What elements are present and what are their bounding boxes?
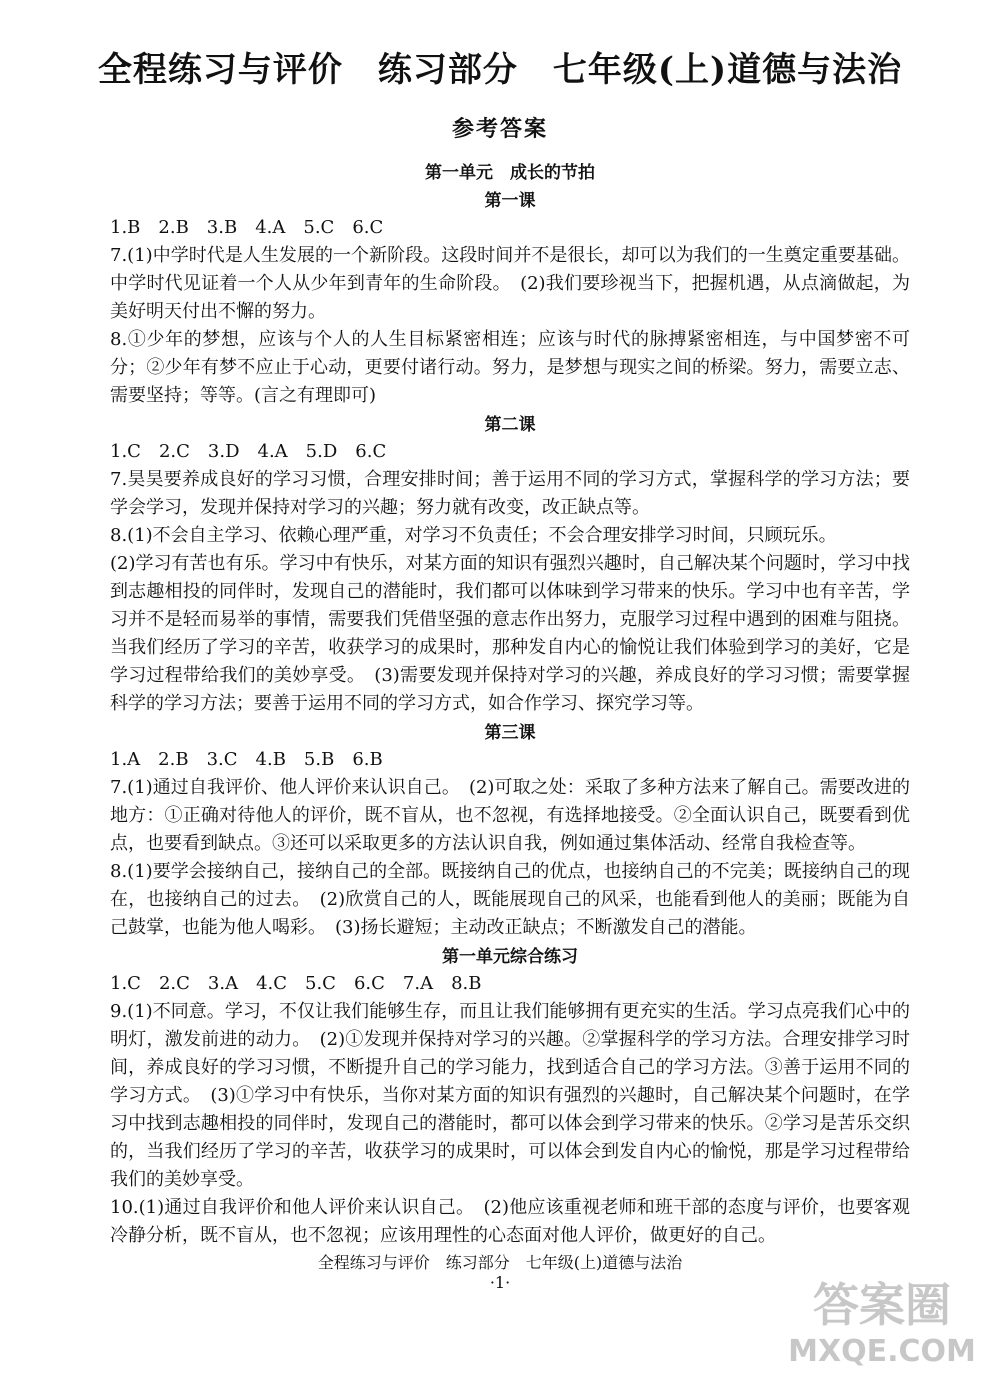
lesson-3-choices: 1.A 2.B 3.C 4.B 5.B 6.B <box>110 749 383 770</box>
unit-review-q9: 9.(1)不同意。学习，不仅让我们能够生存，而且让我们能够拥有更充实的生活。学习点亮我们心中的明灯，激发前进的动力。 (2)①发现并保持对学习的兴趣。②掌握科学的学习方法。合理安排学习时间，养成良好的学习习惯，不断提升自己的学习能力，找到适合自己的学习方法。③善于运用不同的学习方式。 (3)①学习中有快乐，当你对某方面的知识有强烈的兴趣时，自己解决某个问题时，在学习中找到志趣相投的同伴时，发现自己的潜能时，都可以体会到学习带来的快乐。②学习是苦乐交织的，当我们经历了学习的辛苦，收获学习的成果时，可以体会到发自内心的愉悦，那是学习过程带给我们的美妙享受。 <box>110 1001 910 1190</box>
answers-heading: 参考答案 <box>451 116 548 142</box>
page-footer: 全程练习与评价 练习部分 七年级(上)道德与法治 <box>317 1253 683 1272</box>
unit-review-choices: 1.C 2.C 3.A 4.C 5.C 6.C 7.A 8.B <box>110 973 482 994</box>
lesson-2-choices: 1.C 2.C 3.D 4.A 5.D 6.C <box>110 441 387 462</box>
lesson-2-q7: 7.昊昊要养成良好的学习习惯，合理安排时间；善于运用不同的学习方式，掌握科学的学习方法；要学会学习，发现并保持对学习的兴趣；努力就有改变，改正缺点等。 <box>110 469 910 518</box>
unit-review-q10: 10.(1)通过自我评价和他人评价来认识自己。 (2)他应该重视老师和班干部的态度与评价，也要客观冷静分析，既不盲从，也不忽视；应该用理性的心态面对他人评价，做更好的自己。 <box>110 1197 910 1246</box>
lesson-3-q7: 7.(1)通过自我评价、他人评价来认识自己。 (2)可取之处：采取了多种方法来了解自己。需要改进的地方：①正确对待他人的评价，既不盲从，也不忽视，有选择地接受。②全面认识自己，既要看到优点，也要看到缺点。③还可以采取更多的方法认识自我，例如通过集体活动、经常自我检查等。 <box>110 777 910 854</box>
unit-heading: 第一单元 成长的节拍 <box>425 163 595 183</box>
lesson-3-heading: 第三课 <box>484 723 536 743</box>
lesson-3-q8: 8.(1)要学会接纳自己，接纳自己的全部。既接纳自己的优点，也接纳自己的不完美；既接纳自己的现在，也接纳自己的过去。 (2)欣赏自己的人，既能展现自己的风采，也能看到他人的美丽；既能为自己鼓掌，也能为他人喝彩。 (3)扬长避短；主动改正缺点；不断激发自己的潜能。 <box>110 861 910 938</box>
lesson-1-q8: 8.①少年的梦想，应该与个人的人生目标紧密相连；应该与时代的脉搏紧密相连，与中国梦密不可分；②少年有梦不应止于心动，更要付诸行动。努力，是梦想与现实之间的桥梁。努力，需要立志、需要坚持；等等。(言之有理即可) <box>110 329 910 406</box>
lesson-1-choices: 1.B 2.B 3.B 4.A 5.C 6.C <box>110 217 384 238</box>
lesson-2-q8-part2: (2)学习有苦也有乐。学习中有快乐，对某方面的知识有强烈兴趣时，自己解决某个问题时，学习中找到志趣相投的同伴时，发现自己的潜能时，我们都可以体味到学习带来的快乐。学习中也有辛苦，学习并不是轻而易举的事情，需要我们凭借坚强的意志作出努力，克服学习过程中遇到的困难与阻挠。当我们经历了学习的辛苦，收获学习的成果时，那种发自内心的愉悦让我们体验到学习的美好，它是学习过程带给我们的美妙享受。 (3)需要发现并保持对学习的兴趣，养成良好的学习习惯；需要掌握科学的学习方法；要善于运用不同的学习方式，如合作学习、探究学习等。 <box>110 553 910 714</box>
lesson-2-q8-part1: 8.(1)不会自主学习、依赖心理严重，对学习不负责任；不会合理安排学习时间，只顾玩乐。 <box>110 525 837 546</box>
lesson-2-heading: 第二课 <box>484 415 536 435</box>
lesson-1-heading: 第一课 <box>484 191 536 211</box>
lesson-1-q7: 7.(1)中学时代是人生发展的一个新阶段。这段时间并不是很长，却可以为我们的一生奠定重要基础。中学时代见证着一个人从少年到青年的生命阶段。 (2)我们要珍视当下，把握机遇，从点滴做起，为美好明天付出不懈的努力。 <box>110 245 910 322</box>
unit-review-heading: 第一单元综合练习 <box>442 947 578 967</box>
page-title: 全程练习与评价 练习部分 七年级(上)道德与法治 <box>97 50 903 90</box>
page-number: ·1· <box>489 1273 511 1292</box>
answer-content <box>110 160 910 1250</box>
watermark-text: 答案圈 <box>813 1278 951 1332</box>
watermark-url: MXQE.COM <box>788 1334 976 1369</box>
watermark-logo <box>772 1263 992 1373</box>
